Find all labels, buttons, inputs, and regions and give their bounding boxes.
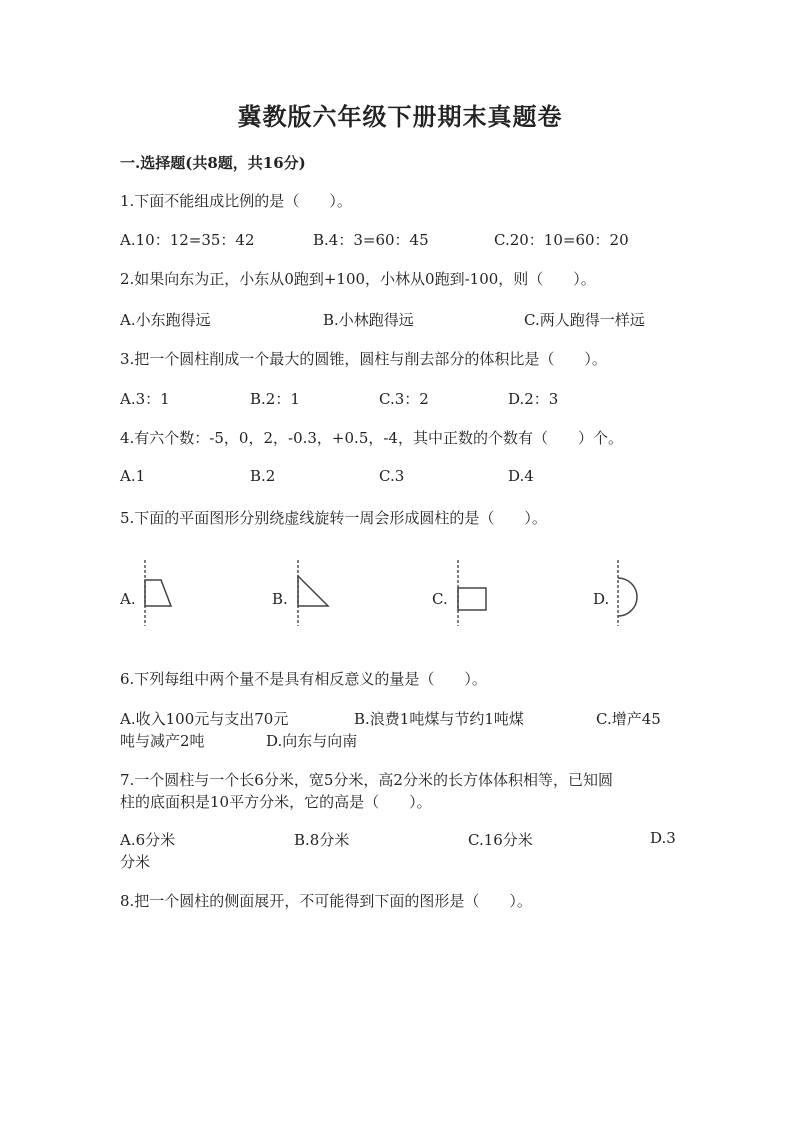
q3-option-d: D.2：3 xyxy=(508,390,559,408)
q7-option-c: C.16分米 xyxy=(468,831,533,849)
q5-option-d-label: D. xyxy=(593,590,610,608)
q2-option-c: C.两人跑得一样远 xyxy=(524,311,645,329)
q6-option-c-wrap: 吨与减产2吨 xyxy=(120,732,205,750)
q6-option-c: C.增产45 xyxy=(596,710,661,728)
q5-figure-b xyxy=(288,560,358,626)
q4-option-c: C.3 xyxy=(379,467,405,485)
q5-option-a-label: A. xyxy=(120,590,136,608)
q2-option-b: B.小林跑得远 xyxy=(323,311,414,329)
q7-stem-line1: 7.一个圆柱与一个长6分米，宽5分米，高2分米的长方体体积相等，已知圆 xyxy=(120,771,613,789)
q2-option-a: A.小东跑得远 xyxy=(120,311,211,329)
q7-option-d-wrap: 分米 xyxy=(120,853,151,871)
q7-option-b: B.8分米 xyxy=(294,831,350,849)
q3-stem: 3.把一个圆柱削成一个最大的圆锥，圆柱与削去部分的体积比是（ ）。 xyxy=(120,350,607,368)
section-heading: 一.选择题(共8题，共16分) xyxy=(120,154,306,172)
q7-option-d: D.3 xyxy=(650,829,676,847)
q4-option-a: A.1 xyxy=(120,467,146,485)
q3-option-c: C.3：2 xyxy=(379,390,429,408)
q5-option-b-label: B. xyxy=(272,590,288,608)
q4-stem: 4.有六个数：-5，0，2，-0.3，+0.5，-4，其中正数的个数有（ ）个。 xyxy=(120,429,623,447)
q1-option-c: C.20：10=60：20 xyxy=(494,231,629,249)
q5-option-c-label: C. xyxy=(432,590,448,608)
q6-option-d: D.向东与向南 xyxy=(266,732,358,750)
q3-option-b: B.2：1 xyxy=(250,390,300,408)
q3-option-a: A.3：1 xyxy=(120,390,170,408)
q2-stem: 2.如果向东为正，小东从0跑到+100，小林从0跑到-100，则（ ）。 xyxy=(120,270,596,288)
q7-option-a: A.6分米 xyxy=(120,831,176,849)
q6-stem: 6.下列每组中两个量不是具有相反意义的量是（ ）。 xyxy=(120,670,487,688)
q1-stem: 1.下面不能组成比例的是（ ）。 xyxy=(120,192,352,210)
q5-figure-d xyxy=(608,560,678,626)
q6-option-a: A.收入100元与支出70元 xyxy=(120,710,289,728)
q4-option-d: D.4 xyxy=(508,467,534,485)
q5-stem: 5.下面的平面图形分别绕虚线旋转一周会形成圆柱的是（ ）。 xyxy=(120,509,547,527)
q5-figure-c xyxy=(448,560,518,626)
q7-stem-line2: 柱的底面积是10平方分米，它的高是（ ）。 xyxy=(120,793,432,811)
q6-option-b: B.浪费1吨煤与节约1吨煤 xyxy=(354,710,524,728)
q1-option-b: B.4：3=60：45 xyxy=(313,231,429,249)
q4-option-b: B.2 xyxy=(250,467,276,485)
q5-figure-a xyxy=(135,560,205,626)
q1-option-a: A.10：12=35：42 xyxy=(120,231,255,249)
page-title: 冀教版六年级下册期末真题卷 xyxy=(237,102,563,131)
q8-stem: 8.把一个圆柱的侧面展开，不可能得到下面的图形是（ ）。 xyxy=(120,892,532,910)
